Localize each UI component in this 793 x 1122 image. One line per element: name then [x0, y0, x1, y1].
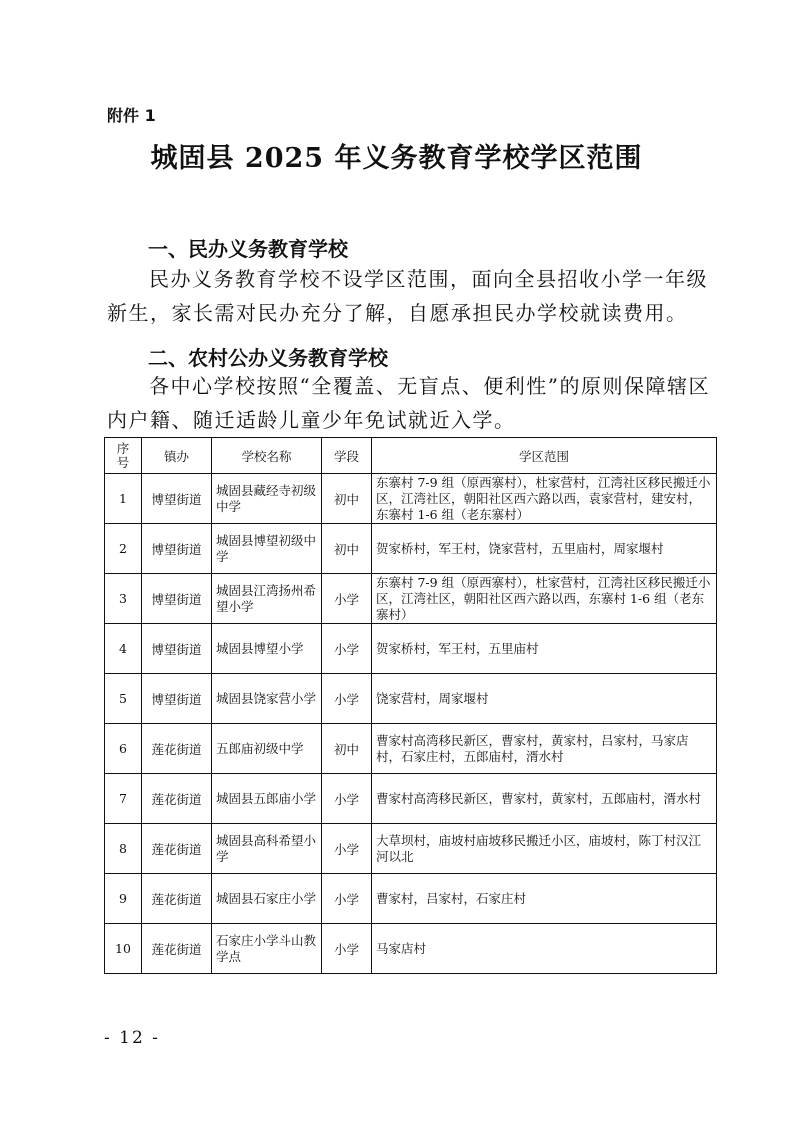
cell-stage: 小学: [322, 624, 372, 674]
header-zone: 学区范围: [372, 438, 717, 474]
paragraph-line: 各中心学校按照“全覆盖、无盲点、便利性”的原则保障辖区: [149, 374, 710, 398]
cell-town: 博望街道: [142, 624, 212, 674]
cell-school: 五郎庙初级中学: [212, 724, 322, 774]
cell-zone: 曹家村，吕家村，石家庄村: [372, 874, 717, 924]
cell-stage: 小学: [322, 774, 372, 824]
cell-school: 城固县博望小学: [212, 624, 322, 674]
cell-index: 10: [105, 924, 142, 974]
cell-index: 9: [105, 874, 142, 924]
cell-school: 城固县五郎庙小学: [212, 774, 322, 824]
section-heading-private: 一、民办义务教育学校: [148, 237, 348, 261]
cell-stage: 小学: [322, 674, 372, 724]
section-paragraph-private: [107, 262, 708, 330]
cell-zone: 大草坝村，庙坡村庙坡移民搬迁小区，庙坡村，陈丁村汉江河以北: [372, 824, 717, 874]
cell-zone: 贺家桥村，军王村，饶家营村，五里庙村，周家堰村: [372, 524, 717, 574]
cell-stage: 小学: [322, 874, 372, 924]
document-title: 城固县 2025 年义务教育学校学区范围: [150, 143, 643, 174]
header-stage: 学段: [322, 438, 372, 474]
cell-school: 城固县高科希望小学: [212, 824, 322, 874]
cell-school: 石家庄小学斗山教学点: [212, 924, 322, 974]
cell-stage: 小学: [322, 574, 372, 624]
table-row: [105, 574, 717, 624]
cell-index: 4: [105, 624, 142, 674]
table-row: [105, 774, 717, 824]
cell-zone: 东寨村 7-9 组（原西寨村），杜家营村，江湾社区移民搬迁小区，江湾社区，朝阳社区西六路以西，东寨村 1-6 组（老东寨村）: [372, 574, 717, 624]
paragraph-line: 新生，家长需对民办充分了解，自愿承担民办学校就读费用。: [107, 301, 688, 325]
school-zone-table: [104, 437, 717, 974]
cell-zone: 东寨村 7-9 组（原西寨村），杜家营村，江湾社区移民搬迁小区，江湾社区，朝阳社区西六路以西，袁家营村，建安村，东寨村 1-6 组（老东寨村）: [372, 474, 717, 524]
cell-stage: 小学: [322, 824, 372, 874]
table-row: [105, 924, 717, 974]
page-number: - 12 -: [104, 1028, 160, 1048]
section-paragraph-rural: [107, 369, 710, 437]
cell-school: 城固县藏经寺初级中学: [212, 474, 322, 524]
cell-town: 莲花街道: [142, 724, 212, 774]
cell-index: 1: [105, 474, 142, 524]
cell-zone: 贺家桥村，军王村，五里庙村: [372, 624, 717, 674]
header-school: 学校名称: [212, 438, 322, 474]
cell-school: 城固县江湾扬州希望小学: [212, 574, 322, 624]
section-heading-rural: 二、农村公办义务教育学校: [148, 346, 388, 370]
paragraph-line: 内户籍、随迁适龄儿童少年免试就近入学。: [107, 408, 516, 432]
annex-label: 附件 1: [107, 106, 156, 125]
cell-town: 博望街道: [142, 474, 212, 524]
table-row: [105, 624, 717, 674]
table-row: [105, 874, 717, 924]
cell-index: 6: [105, 724, 142, 774]
cell-zone: 曹家村高湾移民新区，曹家村，黄家村，吕家村，马家店村，石家庄村，五郎庙村，湑水村: [372, 724, 717, 774]
cell-school: 城固县饶家营小学: [212, 674, 322, 724]
cell-town: 莲花街道: [142, 774, 212, 824]
cell-town: 博望街道: [142, 574, 212, 624]
cell-stage: 小学: [322, 924, 372, 974]
header-town: 镇办: [142, 438, 212, 474]
cell-stage: 初中: [322, 524, 372, 574]
cell-school: 城固县博望初级中学: [212, 524, 322, 574]
cell-zone: 曹家村高湾移民新区，曹家村，黄家村，五郎庙村，湑水村: [372, 774, 717, 824]
table-header-row: [105, 438, 717, 474]
table-row: [105, 824, 717, 874]
cell-index: 7: [105, 774, 142, 824]
cell-index: 3: [105, 574, 142, 624]
header-index: 序号: [105, 438, 142, 474]
cell-town: 莲花街道: [142, 924, 212, 974]
table-row: [105, 474, 717, 524]
cell-zone: 饶家营村，周家堰村: [372, 674, 717, 724]
cell-town: 博望街道: [142, 524, 212, 574]
table-row: [105, 524, 717, 574]
table-body: [105, 474, 717, 974]
cell-stage: 初中: [322, 474, 372, 524]
cell-index: 5: [105, 674, 142, 724]
table-row: [105, 724, 717, 774]
cell-town: 莲花街道: [142, 824, 212, 874]
cell-school: 城固县石家庄小学: [212, 874, 322, 924]
cell-town: 莲花街道: [142, 874, 212, 924]
cell-town: 博望街道: [142, 674, 212, 724]
cell-zone: 马家店村: [372, 924, 717, 974]
cell-stage: 初中: [322, 724, 372, 774]
table-row: [105, 674, 717, 724]
cell-index: 2: [105, 524, 142, 574]
paragraph-line: 民办义务教育学校不设学区范围，面向全县招收小学一年级: [149, 267, 708, 291]
cell-index: 8: [105, 824, 142, 874]
